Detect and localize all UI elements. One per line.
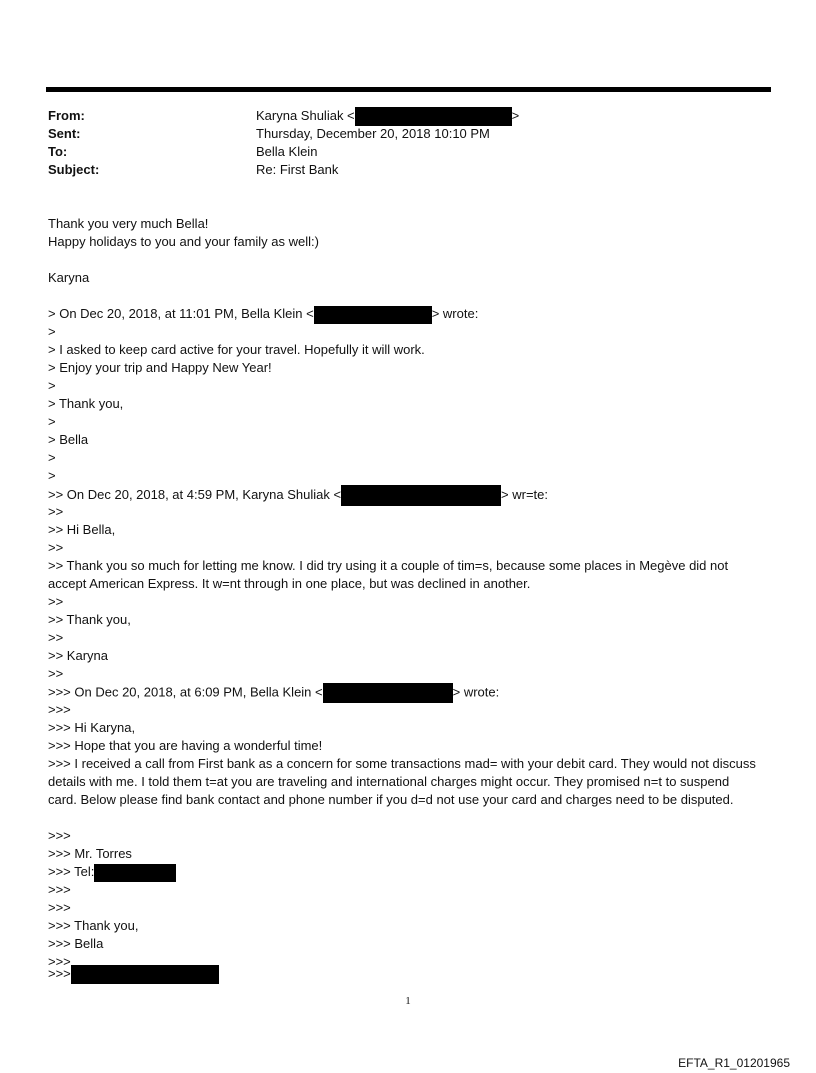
quote-line: >>> Hope that you are having a wonderful time! xyxy=(48,738,323,753)
redaction-block xyxy=(341,485,501,506)
to-value: Bella Klein xyxy=(256,144,318,159)
quote-line: > xyxy=(48,450,56,465)
body-line: Thank you very much Bella! xyxy=(48,216,209,231)
from-close: > xyxy=(511,108,520,123)
document-id: EFTA_R1_01201965 xyxy=(678,1056,790,1070)
header-rule xyxy=(46,87,771,92)
quote-line: >>> Mr. Torres xyxy=(48,846,132,861)
quote-line: >> Thank you, xyxy=(48,612,131,627)
quote-line: >>> xyxy=(48,900,71,915)
quote-line: > xyxy=(48,378,56,393)
subject-label: Subject: xyxy=(48,162,100,177)
redaction-block xyxy=(71,965,219,984)
quote-header-suffix: > wrote: xyxy=(452,684,500,700)
redaction-block xyxy=(323,683,453,703)
quote-line: >> xyxy=(48,594,64,609)
quote-header-text: > On Dec 20, 2018, at 11:01 PM, Bella Klein < xyxy=(48,306,314,321)
sent-label: Sent: xyxy=(48,126,81,141)
quote-line: >> Karyna xyxy=(48,648,108,663)
body-line: Happy holidays to you and your family as well:) xyxy=(48,234,319,249)
quote-header-text: >> On Dec 20, 2018, at 4:59 PM, Karyna Shuliak < xyxy=(48,486,342,502)
quote-line: > xyxy=(48,414,56,429)
subject-value: Re: First Bank xyxy=(256,162,339,177)
redaction-block xyxy=(94,864,176,882)
signature: Karyna xyxy=(48,270,90,285)
quote-header-suffix: > wr=te: xyxy=(501,486,549,502)
to-label: To: xyxy=(48,144,68,159)
quote-line: >>> Thank you, xyxy=(48,918,139,933)
quote-line: >> xyxy=(48,630,64,645)
quote-prefix: >>> xyxy=(48,966,71,981)
quote-line xyxy=(48,863,176,882)
redaction-block xyxy=(314,306,432,324)
quote-header xyxy=(48,305,478,324)
tel-label: >>> Tel: xyxy=(48,864,95,879)
quote-header xyxy=(48,683,499,703)
quote-line: >>> xyxy=(48,882,71,897)
quote-line: > xyxy=(48,468,56,483)
quote-line: >> xyxy=(48,504,64,519)
quote-header-suffix: > wrote: xyxy=(431,306,479,321)
quote-header-text: >>> On Dec 20, 2018, at 6:09 PM, Bella Klein < xyxy=(48,684,323,700)
quote-paragraph: >>> I received a call from First bank as a concern for some transactions mad= with your debit card. They would not discuss details with me. I told them t=at you are traveling and international charges might occur. They promised n=t to suspend card. Below please find bank contact and phone number if you d=d not use your card and charges need to be disputed. xyxy=(48,756,756,807)
quote-line: > xyxy=(48,324,56,339)
quote-line: >> xyxy=(48,666,64,681)
quote-line xyxy=(48,965,219,984)
quote-line: > Bella xyxy=(48,432,89,447)
quote-line: >>> xyxy=(48,828,71,843)
from-value xyxy=(256,107,519,126)
quote-header xyxy=(48,485,548,506)
quote-line: > Thank you, xyxy=(48,396,124,411)
quote-line: >>> Hi Karyna, xyxy=(48,720,136,735)
redaction-block xyxy=(355,107,512,126)
quote-line: >> xyxy=(48,540,64,555)
quote-line: > I asked to keep card active for your travel. Hopefully it will work. xyxy=(48,342,425,357)
quote-line: > Enjoy your trip and Happy New Year! xyxy=(48,360,272,375)
quote-line: >>> Bella xyxy=(48,936,104,951)
sent-value: Thursday, December 20, 2018 10:10 PM xyxy=(256,126,490,141)
page-number: 1 xyxy=(405,995,411,1007)
quote-line: >>> xyxy=(48,702,71,717)
from-sender: Karyna Shuliak < xyxy=(256,108,355,123)
quote-line: >> Hi Bella, xyxy=(48,522,116,537)
from-label: From: xyxy=(48,108,85,123)
quote-paragraph: >> Thank you so much for letting me know. I did try using it a couple of tim=s, because some places in Megève did not accept American Express. It w=nt through in one place, but was declined in another. xyxy=(48,558,729,591)
quote-line: >>> xyxy=(48,954,71,969)
